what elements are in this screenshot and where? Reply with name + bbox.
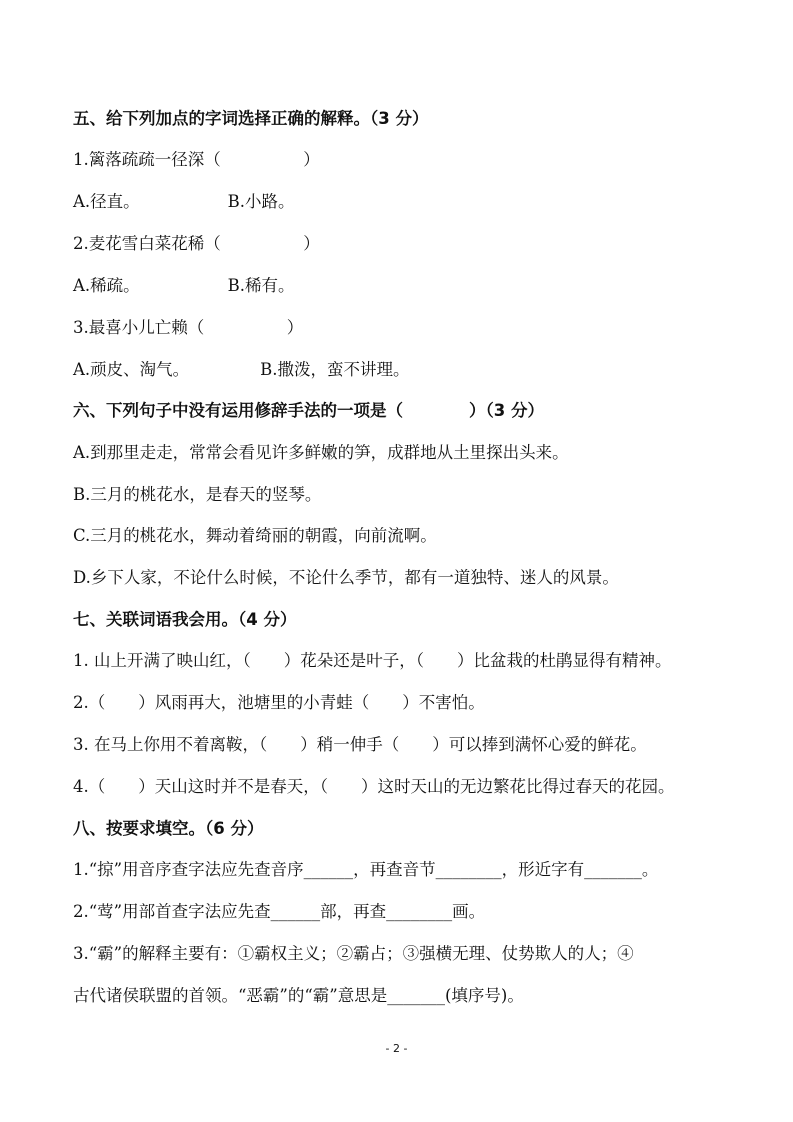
choice-c: C.三月的桃花水，舞动着绮丽的朝霞，向前流啊。 xyxy=(73,526,437,545)
choice-a: A.到那里走走，常常会看见许多鲜嫩的笋，成群地从土里探出头来。 xyxy=(73,443,569,462)
choice-b: B.三月的桃花水，是春天的竖琴。 xyxy=(73,485,322,504)
section-heading: 七、关联词语我会用。（4 分） xyxy=(73,610,297,629)
option-a: A.稀疏。 xyxy=(73,276,140,295)
question-item: 3.最喜小儿亡赖（ ） xyxy=(73,318,304,337)
fill-blank-item: 3.“霸”的解释主要有：①霸权主义；②霸占；③强横无理、仗势欺人的人；④ xyxy=(73,944,634,963)
fill-blank-item: 古代诸侯联盟的首领。“恶霸”的“霸”意思是_______(填序号)。 xyxy=(73,986,524,1005)
fill-blank-item: 2.“莺”用部首查字法应先查______部，再查________画。 xyxy=(73,902,486,921)
options-row xyxy=(73,191,295,213)
sentence-item: 1. 山上开满了映山红，（ ）花朵还是叶子，（ ）比盆栽的杜鹃显得有精神。 xyxy=(73,651,672,670)
section-heading: 八、按要求填空。（6 分） xyxy=(73,819,264,838)
option-b: B.撒泼，蛮不讲理。 xyxy=(260,360,410,379)
option-b: B.稀有。 xyxy=(227,276,295,295)
options-row xyxy=(73,359,410,381)
page-number: - 2 - xyxy=(385,1042,408,1055)
section-heading: 六、下列句子中没有运用修辞手法的一项是（ ）（3 分） xyxy=(73,401,544,420)
question-item: 1.篱落疏疏一径深（ ） xyxy=(73,150,320,169)
option-b: B.小路。 xyxy=(227,192,295,211)
fill-blank-item: 1.“掠”用音序查字法应先查音序______，再查音节________，形近字有_______。 xyxy=(73,860,659,879)
section-heading: 五、给下列加点的字词选择正确的解释。（3 分） xyxy=(73,109,429,128)
sentence-item: 3. 在马上你用不着离鞍，（ ）稍一伸手（ ）可以捧到满怀心爱的鲜花。 xyxy=(73,735,647,754)
choice-d: D.乡下人家，不论什么时候，不论什么季节，都有一道独特、迷人的风景。 xyxy=(73,568,619,587)
sentence-item: 2.（ ）风雨再大，池塘里的小青蛙（ ）不害怕。 xyxy=(73,693,485,712)
sentence-item: 4.（ ）天山这时并不是春天，（ ）这时天山的无边繁花比得过春天的花园。 xyxy=(73,777,675,796)
option-a: A.顽皮、淘气。 xyxy=(73,360,190,379)
options-row xyxy=(73,275,295,297)
question-item: 2.麦花雪白菜花稀（ ） xyxy=(73,234,320,253)
option-a: A.径直。 xyxy=(73,192,140,211)
